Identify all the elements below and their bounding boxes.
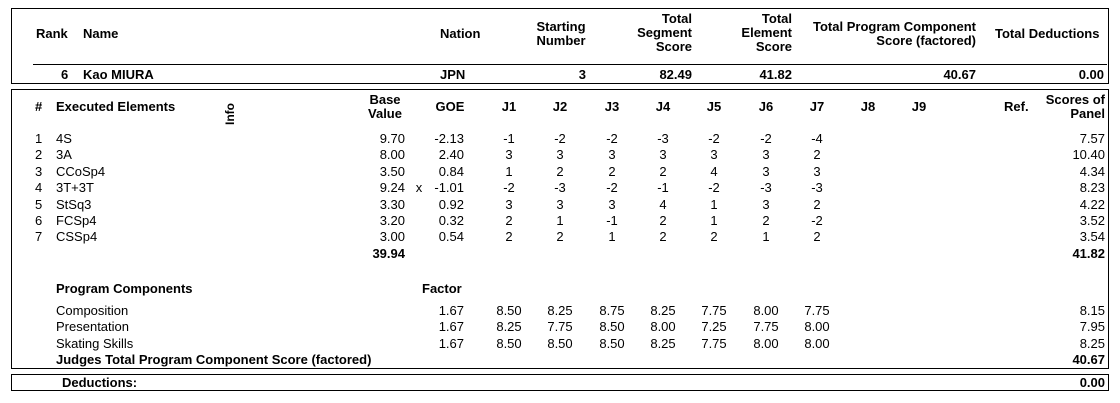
element-judge-5-score: 1	[710, 196, 718, 212]
element-judge-6-score: 3	[762, 147, 770, 163]
element-judge-4-score: -1	[657, 180, 669, 196]
component-judge-6-score: 8.00	[753, 303, 779, 318]
element-name: 3A	[56, 147, 72, 163]
element-number: 4	[35, 180, 43, 196]
element-panel-score: 3.54	[1079, 229, 1105, 245]
skater-rank: 6	[61, 67, 69, 82]
component-judge-1-score: 8.50	[496, 303, 522, 318]
element-judge-4-score: -3	[657, 131, 669, 146]
element-judge-5-score: -2	[708, 180, 720, 196]
component-judge-3-score: 8.75	[599, 303, 625, 318]
element-judge-3-score: 1	[608, 229, 616, 245]
element-row	[0, 197, 1120, 213]
element-judge-2-score: 2	[556, 163, 564, 179]
component-judge-7-score: 8.00	[804, 319, 830, 335]
judge-3-header: J3	[604, 99, 620, 114]
component-name: Composition	[56, 303, 129, 318]
scores-of-panel-header: Scores of Panel	[1045, 92, 1105, 121]
element-base-value: 8.00	[379, 147, 405, 163]
judges-total-pcs-value: 40.67	[1072, 352, 1105, 367]
starting-number-header: Starting Number	[536, 19, 586, 48]
judge-8-header: J8	[860, 99, 876, 114]
element-judge-2-score: -2	[554, 131, 566, 146]
element-judge-6-score: 3	[762, 163, 770, 179]
elements-score-total: 41.82	[1072, 246, 1105, 261]
program-components-title: Program Components	[56, 281, 193, 296]
element-number: 2	[35, 147, 43, 163]
element-judge-6-score: 3	[762, 196, 770, 212]
element-goe: 0.84	[438, 163, 464, 179]
ref-header: Ref.	[1004, 99, 1029, 114]
skater-total-pcs: 40.67	[943, 67, 976, 82]
element-base-value: 3.50	[379, 163, 405, 179]
skater-name: Kao MIURA	[83, 67, 154, 82]
component-judge-2-score: 8.25	[547, 303, 573, 318]
element-judge-1-score: -2	[503, 180, 515, 196]
element-base-value: 9.70	[379, 131, 405, 146]
judge-9-header: J9	[911, 99, 927, 114]
element-judge-3-score: -2	[606, 180, 618, 196]
skater-total-segment-score: 82.49	[659, 67, 692, 82]
skater-total-element-score: 41.82	[759, 67, 792, 82]
component-factor: 1.67	[438, 335, 464, 351]
component-judge-3-score: 8.50	[599, 335, 625, 351]
judge-7-header: J7	[809, 99, 825, 114]
program-component-row	[0, 303, 1120, 319]
element-goe: -2.13	[434, 131, 464, 146]
element-judge-4-score: 3	[659, 147, 667, 163]
element-goe: 0.54	[438, 229, 464, 245]
element-judge-7-score: 2	[813, 229, 821, 245]
element-panel-score: 10.40	[1072, 147, 1105, 163]
element-number: 3	[35, 163, 43, 179]
element-number: 6	[35, 213, 43, 228]
component-judge-1-score: 8.50	[496, 335, 522, 351]
element-judge-1-score: 2	[505, 229, 513, 245]
element-panel-score: 7.57	[1079, 131, 1105, 146]
element-judge-4-score: 2	[659, 229, 667, 245]
element-base-value: 3.00	[379, 229, 405, 245]
element-judge-6-score: 2	[762, 213, 770, 228]
nation-header: Nation	[440, 26, 481, 41]
element-bonus-mark: x	[415, 180, 423, 196]
element-judge-2-score: 2	[556, 229, 564, 245]
element-row	[0, 164, 1120, 180]
component-judge-7-score: 8.00	[804, 335, 830, 351]
element-judge-7-score: 3	[813, 163, 821, 179]
element-judge-3-score: 3	[608, 196, 616, 212]
element-row	[0, 180, 1120, 196]
element-name: CSSp4	[56, 229, 98, 245]
base-value-header: Base Value	[368, 92, 402, 121]
program-component-row	[0, 336, 1120, 352]
element-name: 3T+3T	[56, 180, 94, 196]
element-row	[0, 229, 1120, 245]
element-judge-2-score: 1	[556, 213, 564, 228]
element-judge-2-score: 3	[556, 196, 564, 212]
element-judge-6-score: -2	[760, 131, 772, 146]
component-judge-7-score: 7.75	[804, 303, 830, 318]
component-judge-2-score: 8.50	[547, 335, 573, 351]
element-judge-4-score: 4	[659, 196, 667, 212]
deductions-value: 0.00	[1079, 375, 1105, 390]
element-row	[0, 147, 1120, 163]
element-judge-5-score: -2	[708, 131, 720, 146]
component-judge-6-score: 8.00	[753, 335, 779, 351]
total-deductions-header: Total Deductions	[995, 26, 1100, 41]
element-judge-5-score: 4	[710, 163, 718, 179]
element-judge-4-score: 2	[659, 163, 667, 179]
component-judge-4-score: 8.25	[650, 335, 676, 351]
component-factor: 1.67	[438, 319, 464, 335]
judge-6-header: J6	[758, 99, 774, 114]
element-row	[0, 213, 1120, 229]
element-name: 4S	[56, 131, 72, 146]
judge-1-header: J1	[501, 99, 517, 114]
element-goe: 2.40	[438, 147, 464, 163]
element-judge-5-score: 2	[710, 229, 718, 245]
judge-5-header: J5	[706, 99, 722, 114]
element-number: 5	[35, 196, 43, 212]
component-judge-4-score: 8.25	[650, 303, 676, 318]
element-judge-3-score: -2	[606, 131, 618, 146]
name-header: Name	[83, 26, 119, 41]
info-header: Info	[223, 103, 237, 125]
element-number: 7	[35, 229, 43, 245]
element-panel-score: 8.23	[1079, 180, 1105, 196]
program-component-row	[0, 319, 1120, 335]
total-segment-score-header: Total Segment Score	[637, 11, 692, 54]
element-number-header: #	[35, 99, 43, 114]
executed-elements-header: Executed Elements	[56, 99, 176, 114]
component-panel-score: 8.15	[1079, 303, 1105, 318]
element-judge-4-score: 2	[659, 213, 667, 228]
elements-base-total: 39.94	[372, 246, 405, 261]
element-name: CCoSp4	[56, 163, 106, 179]
skater-starting-number: 3	[578, 67, 586, 82]
element-row	[0, 131, 1120, 147]
total-element-score-header: Total Element Score	[741, 11, 792, 54]
element-panel-score: 4.22	[1079, 196, 1105, 212]
element-judge-5-score: 3	[710, 147, 718, 163]
judge-2-header: J2	[552, 99, 568, 114]
component-judge-5-score: 7.75	[701, 303, 727, 318]
component-name: Presentation	[56, 319, 129, 335]
judge-4-header: J4	[655, 99, 671, 114]
component-name: Skating Skills	[56, 335, 134, 351]
element-judge-1-score: -1	[503, 131, 515, 146]
deductions-label: Deductions:	[62, 375, 138, 390]
component-panel-score: 7.95	[1079, 319, 1105, 335]
total-pcs-header: Total Program Component Score (factored)	[813, 19, 976, 48]
element-name: FCSp4	[56, 213, 97, 228]
element-judge-1-score: 2	[505, 213, 513, 228]
element-base-value: 3.30	[379, 196, 405, 212]
component-judge-5-score: 7.25	[701, 319, 727, 335]
element-panel-score: 4.34	[1079, 163, 1105, 179]
element-judge-6-score: 1	[762, 229, 770, 245]
element-judge-5-score: 1	[710, 213, 718, 228]
element-judge-3-score: 2	[608, 163, 616, 179]
element-judge-1-score: 3	[505, 196, 513, 212]
element-goe: 0.92	[438, 196, 464, 212]
element-base-value: 3.20	[379, 213, 405, 228]
element-number: 1	[35, 131, 43, 146]
element-judge-7-score: -2	[811, 213, 823, 228]
element-judge-7-score: -4	[811, 131, 823, 146]
factor-header: Factor	[422, 281, 462, 296]
component-judge-6-score: 7.75	[753, 319, 779, 335]
element-panel-score: 3.52	[1079, 213, 1105, 228]
element-goe: 0.32	[438, 213, 464, 228]
goe-header: GOE	[435, 99, 465, 114]
element-judge-3-score: 3	[608, 147, 616, 163]
element-judge-7-score: -3	[811, 180, 823, 196]
element-judge-7-score: 2	[813, 196, 821, 212]
element-judge-1-score: 3	[505, 147, 513, 163]
element-judge-6-score: -3	[760, 180, 772, 196]
element-judge-2-score: 3	[556, 147, 564, 163]
element-goe: -1.01	[434, 180, 464, 196]
element-base-value: 9.24	[379, 180, 405, 196]
component-judge-4-score: 8.00	[650, 319, 676, 335]
skater-total-deductions: 0.00	[1078, 67, 1104, 82]
component-panel-score: 8.25	[1079, 335, 1105, 351]
element-judge-3-score: -1	[606, 213, 618, 228]
judges-total-pcs-label: Judges Total Program Component Score (factored)	[56, 352, 372, 367]
skater-summary-divider	[33, 64, 1107, 65]
element-judge-1-score: 1	[505, 163, 513, 179]
skater-nation: JPN	[440, 67, 466, 82]
component-judge-1-score: 8.25	[496, 319, 522, 335]
rank-header: Rank	[36, 26, 68, 41]
element-name: StSq3	[56, 196, 92, 212]
component-judge-2-score: 7.75	[547, 319, 573, 335]
component-factor: 1.67	[438, 303, 464, 318]
element-judge-7-score: 2	[813, 147, 821, 163]
component-judge-5-score: 7.75	[701, 335, 727, 351]
element-judge-2-score: -3	[554, 180, 566, 196]
deductions-box	[11, 374, 1109, 391]
component-judge-3-score: 8.50	[599, 319, 625, 335]
